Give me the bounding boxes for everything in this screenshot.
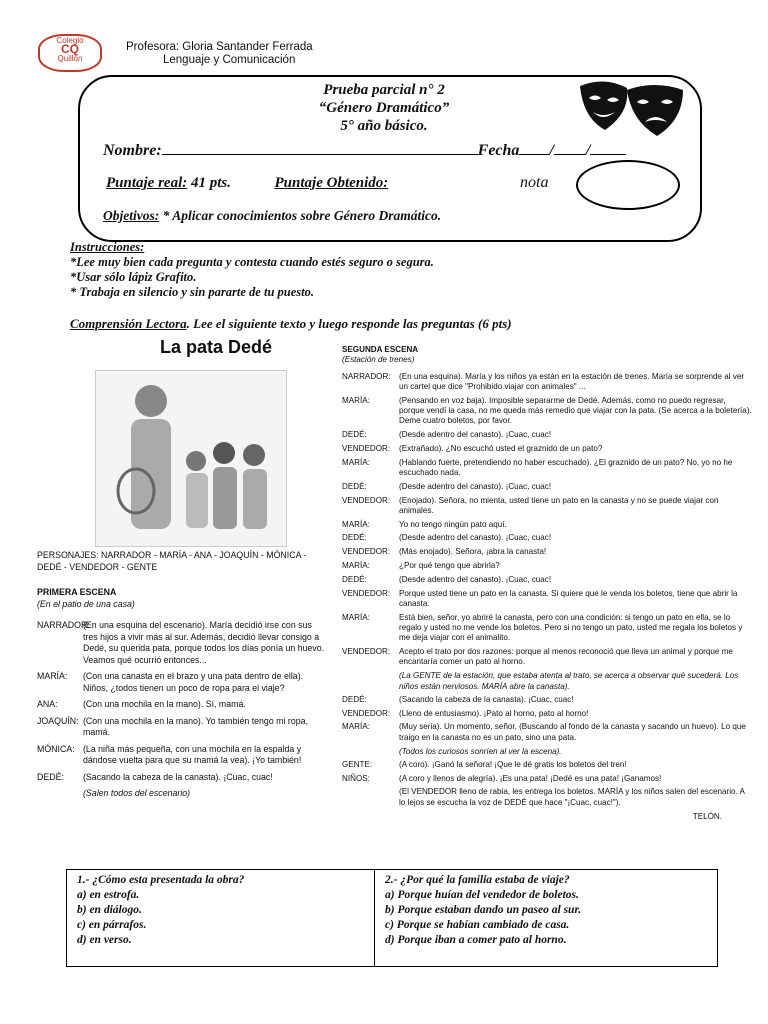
speaker: DEDÉ: (342, 430, 367, 440)
line-text: (Sacando la cabeza de la canasta). ¡Cuac, cuac! (399, 694, 574, 704)
line-text: Está bien, señor, yo abriré la canasta, pero con una condición: si tengo un pato en ella, se lo regalo y usted no me vende los boletos. Pero si no tengo un pato, usted me regala los boletos y me deja viajar con el animalito. (399, 612, 743, 643)
speaker: NARRADOR: (342, 371, 391, 381)
line-text: (Hablando fuerte, pretendiendo no haber escuchado). ¿El graznido de un pato? No, yo no he escuchado nada. (399, 457, 733, 477)
dialogue-line (342, 774, 752, 784)
line-text: (Desde adentro del canasto). ¡Cuac, cuac! (399, 533, 552, 543)
speaker: VENDEDOR: (342, 495, 391, 505)
ending: TELÓN. (692, 811, 722, 821)
scene2-setting: (Estación de trenes) (342, 355, 415, 365)
dialogue-line (342, 787, 752, 808)
dialogue-line (342, 396, 752, 427)
test-title: Prueba parcial n° 2 (323, 82, 445, 98)
option[interactable]: a) Porque huían del vendedor de boletos. (385, 889, 579, 901)
score-obtained-label: Puntaje Obtenido: (274, 175, 389, 191)
teacher-name: Profesora: Gloria Santander Ferrada (126, 41, 313, 53)
score-real-value: 41 pts. (191, 175, 232, 191)
genre-title: “Género Dramático” (318, 100, 450, 116)
dialogue-line (37, 772, 327, 784)
dialogue-line (342, 444, 752, 454)
dialogue-line (342, 482, 752, 492)
speaker: MARÍA: (342, 561, 370, 571)
speaker: VENDEDOR: (342, 588, 391, 598)
dialogue-line (342, 547, 752, 557)
dialogue-line (342, 496, 752, 517)
comprension-heading (70, 316, 512, 332)
line-text: (A coro y llenos de alegría). ¡Es una pata! ¡Dedé es una pata! ¡Ganamos! (399, 773, 662, 783)
dialogue-line (342, 372, 752, 393)
name-row: Nombre: Fecha / / (103, 140, 626, 160)
date-day-field[interactable] (519, 140, 549, 155)
dialogue-line (342, 589, 752, 610)
speaker: MARÍA: (342, 612, 370, 622)
logo-line1: Colegio (56, 36, 84, 45)
line-text: (El VENDEDOR lleno de rabia, les entrega los boletos. MARÍA y los niños salen del escenario. A lo lejos se escucha la voz de DEDÉ que hace "¡Cuac, cuac!"). (399, 787, 745, 807)
speaker: DEDÉ: (342, 481, 367, 491)
speaker: JOAQUÍN: (37, 715, 79, 726)
family-illustration (95, 370, 287, 547)
speaker: DEDÉ: (37, 771, 64, 782)
nota-label: nota (520, 174, 549, 191)
speaker: MÓNICA: (37, 743, 75, 754)
speaker (342, 787, 399, 808)
line-text: (Lleno de entusiasmo). ¡Pato al horno, pato al horno! (399, 708, 589, 718)
speaker: MARÍA: (37, 671, 68, 681)
line-text: Yo no tengo ningún pato aquí. (399, 519, 507, 529)
speaker: MARÍA: (342, 519, 370, 529)
dialogue-line (342, 575, 752, 585)
date-year-field[interactable] (590, 140, 626, 155)
speaker: NARRADOR: (37, 620, 90, 630)
speaker: DEDÉ: (342, 533, 367, 543)
dialogue-line (37, 620, 327, 666)
speaker: MARÍA: (342, 722, 370, 732)
dialogue-line (342, 561, 752, 571)
logo-line2: Quillón (57, 54, 83, 63)
instruction-item: * Trabaja en silencio y sin pararte de tu puesto. (70, 285, 314, 299)
name-label: Nombre: (103, 142, 162, 159)
speaker: ANA: (37, 699, 58, 709)
speaker: VENDEDOR: (342, 647, 391, 657)
objectives-label: Objetivos: (103, 208, 160, 223)
option[interactable]: d) Porque iban a comer pato al horno. (385, 934, 567, 946)
instruction-item: *Lee muy bien cada pregunta y contesta cuando estés seguro o segura. (70, 255, 434, 269)
speaker: GENTE: (342, 759, 373, 769)
speaker: NIÑOS: (342, 773, 370, 783)
line-text: ¿Por qué tengo que abrirla? (399, 561, 500, 571)
name-field[interactable] (162, 140, 478, 155)
dialogue-line (342, 647, 752, 668)
line-text: (Con una mochila en la mano). Yo también tengo mi ropa, mamá. (83, 715, 308, 737)
line-text: (Desde adentro del canasto). ¡Cuac, cuac! (399, 574, 552, 584)
line-text: (Desde adentro del canasto). ¡Cuac, cuac! (399, 430, 552, 440)
line-text: (En una esquina). María y los niños ya están en la estación de trenes. María se sorprende al ver un cartel que dice "Prohibido viajar con animales" ... (399, 371, 745, 391)
score-row (106, 175, 388, 192)
line-text: (Más enojado). Señora, ¡abra la canasta! (399, 547, 547, 557)
line-text: (Extrañado). ¿No escuchó usted el graznido de un pato? (399, 443, 603, 453)
instructions-title: Instrucciones: (70, 240, 145, 254)
line-text: (A coro). ¡Ganó la señora! ¡Que le dé gratis los boletos del tren! (399, 759, 627, 769)
scene2-title: SEGUNDA ESCENA (342, 345, 419, 354)
question-2 (375, 870, 717, 966)
subject-name: Lenguaje y Comunicación (163, 54, 296, 66)
option[interactable]: a) en estrofa. (77, 889, 140, 901)
instruction-item: *Usar sólo lápiz Grafito. (70, 270, 197, 284)
option[interactable]: c) Porque se habían cambiado de casa. (385, 919, 570, 931)
option[interactable]: b) Porque estaban dando un paseo al sur. (385, 904, 582, 916)
date-month-field[interactable] (554, 140, 586, 155)
dialogue-line (37, 671, 327, 694)
stage-direction: (Todos los curiosos sonríen al ver la escena). (399, 746, 562, 756)
speaker: MARÍA: (342, 457, 370, 467)
comprension-label: Comprensión Lectora (70, 316, 187, 331)
speaker: DEDÉ: (342, 694, 367, 704)
line-text: (Sacando la cabeza de la canasta). ¡Cuac, cuac! (83, 771, 273, 782)
line-text: Acepto el trato por dos razones: porque al menos reconoció que lleva un animal y porque me encantaría comer un pato al horno. (399, 647, 733, 667)
line-text: (En una esquina del escenario). María decidió irse con sus tres hijos a vivir más al sur. Además, decidió llevar consigo a Dedé, su querida pata, porque todos los días ponía un huevo. Veamos qué ocurrió entonces... (83, 620, 325, 665)
grade-title: 5° año básico. (340, 118, 428, 134)
scene2-column (342, 345, 752, 822)
nota-oval-field[interactable] (576, 160, 680, 210)
dialogue-line (342, 695, 752, 705)
school-logo (38, 34, 102, 72)
dialogue-line (37, 699, 327, 711)
objectives-row (103, 208, 441, 224)
scene1-setting: (En el patio de una casa) (37, 598, 135, 609)
option[interactable]: c) en párrafos. (77, 919, 147, 931)
speaker: MARÍA: (342, 395, 370, 405)
line-text: Porque usted tiene un pato en la canasta. Si quiere que le venda los boletos, tiene que abrir la canasta. (399, 588, 738, 608)
objectives-text: * Aplicar conocimientos sobre Género Dramático. (159, 208, 442, 223)
dialogue-line (342, 533, 752, 543)
question-text: 1.- ¿Cómo esta presentada la obra? (77, 874, 245, 886)
option[interactable]: d) en verso. (77, 934, 132, 946)
speaker: VENDEDOR: (342, 443, 391, 453)
score-real-label: Puntaje real: (106, 175, 188, 191)
scene1-title: PRIMERA ESCENA (37, 587, 117, 597)
option[interactable]: b) en diálogo. (77, 904, 142, 916)
dialogue-line (342, 430, 752, 440)
line-text: (Desde adentro del canasto). ¡Cuac, cuac! (399, 481, 552, 491)
story-title: La pata Dedé (160, 337, 273, 357)
line-text: (Pensando en voz baja). Imposible separarme de Dedé. Además, como no puedo regresar, porque vendí la casa, no me queda más remedio que viajar con la pata. (Se acerca a la boletería). Deme cuatro boletos, por favor. (399, 395, 752, 426)
dialogue-line (342, 760, 752, 770)
dialogue-line (342, 709, 752, 719)
line-text: (Muy seria). Un momento, señor. (Buscando al fondo de la canasta y sacando un huevo). Lo que traigo en la canasta no es un pato, sino una pata. (399, 722, 746, 742)
dialogue-line (342, 613, 752, 644)
stage-direction: (La GENTE de la estación, que estaba atenta al trato, se acerca a observar qué sucederá. Los niños están nerviosos. MARÍA abre la canasta). (399, 671, 739, 691)
question-text: 2.- ¿Por qué la familia estaba de viaje? (385, 874, 570, 886)
speaker: VENDEDOR: (342, 708, 391, 718)
dialogue-line (342, 722, 752, 743)
speaker: VENDEDOR: (342, 547, 391, 557)
scene1-exit: (Salen todos del escenario) (83, 788, 191, 798)
comprension-text: . Lee el siguiente texto y luego responde las preguntas (6 pts) (186, 316, 512, 331)
dialogue-line (37, 716, 327, 739)
speaker: DEDÉ: (342, 574, 367, 584)
line-text: (La niña más pequeña, con una mochila en la espalda y dándose vuelta para que su mamá la vea). ¡Yo también! (83, 743, 302, 765)
instructions (70, 240, 434, 300)
scene1-column (37, 550, 327, 800)
date-label: Fecha (477, 142, 520, 159)
question-1 (67, 870, 375, 966)
dialogue-line (342, 458, 752, 479)
line-text: (Con una canasta en el brazo y una pata dentro de ella). Niños, ¿todos tienen un poco de ropa para el viaje? (83, 671, 304, 693)
characters-line: PERSONAJES: NARRADOR - MARÍA - ANA - JOAQUÍN - MÓNICA - DEDÉ - VENDEDOR - GENTE (37, 550, 307, 572)
theater-masks-icon (575, 78, 690, 138)
questions-table (66, 869, 718, 967)
line-text: (Enojado). Señora, no mienta, usted tiene un pato en la canasta y no se puede viajar con animales. (399, 495, 719, 515)
logo-abbr: CQ (61, 42, 79, 56)
line-text: (Con una mochila en la mano). Sí, mamá. (83, 699, 246, 709)
dialogue-line (37, 744, 327, 767)
dialogue-line (342, 520, 752, 530)
